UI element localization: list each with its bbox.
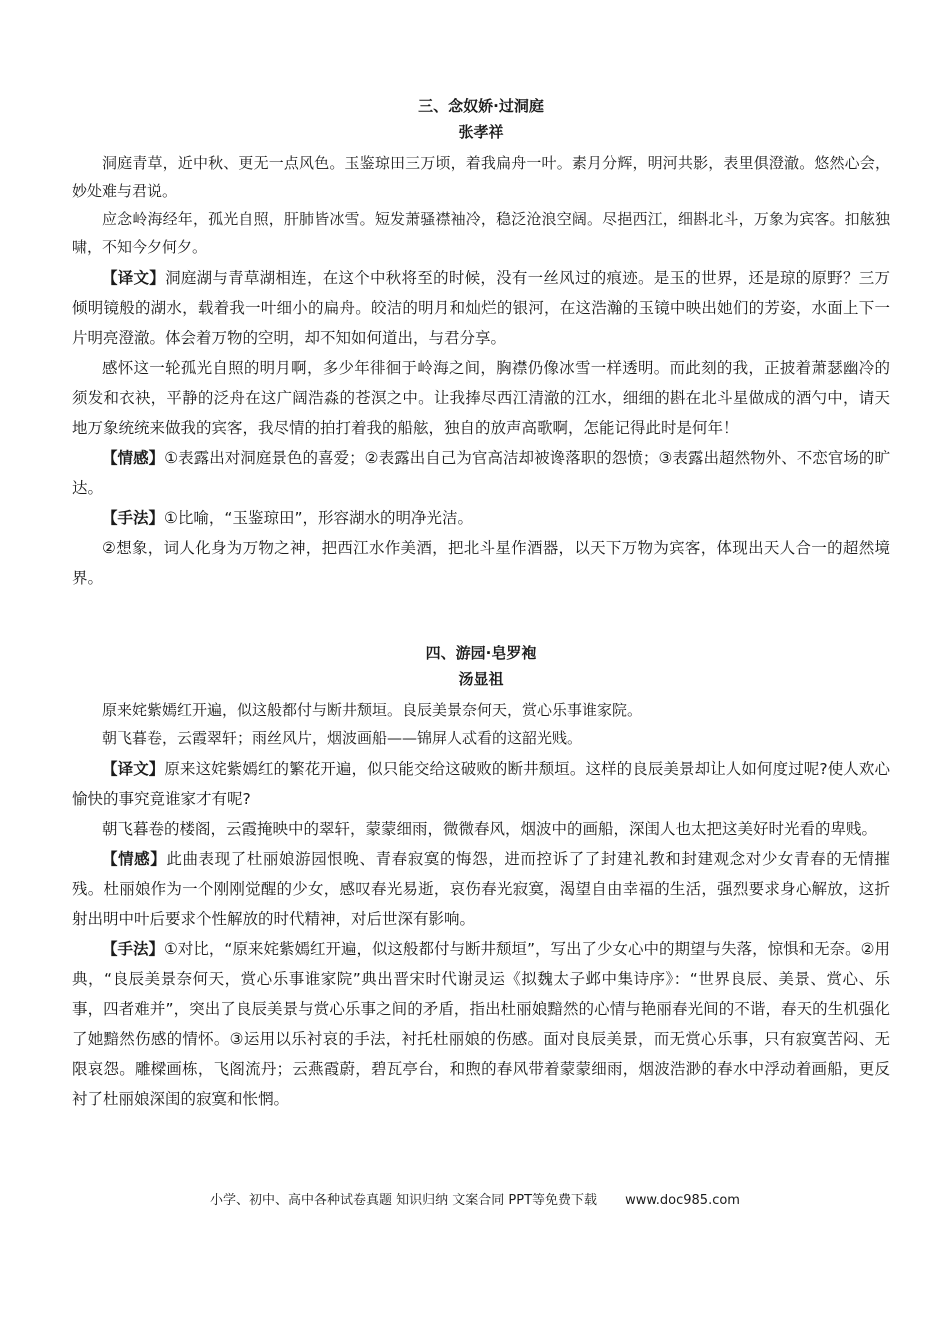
section-nianujiao [72,93,890,593]
section-title: 三、念奴娇·过洞庭 [418,97,544,115]
emotion-tag: 【情感】 [102,850,167,868]
technique-text: ①对比，“原来姹紫嫣红开遍，似这般都付与断井颓垣”，写出了少女心中的期望与失落，惊惧和无奈。②用典，“良辰美景奈何天，赏心乐事谁家院”典出晋宋时代谢灵运《拟魏太子邺中集诗序》：“世界良辰、美景、赏心、乐事，四者难并”，突出了良辰美景与赏心乐事之间的矛盾，指出杜丽娘黯然的心情与艳丽春光间的不谐，春天的生机强化了她黯然伤感的情怀。③运用以乐衬哀的手法，衬托杜丽娘的伤感。面对良辰美景，而无赏心乐事，只有寂寞苦闷、无限哀怨。雕樑画栋，飞阁流丹；云燕霞蔚，碧瓦亭台，和煦的春风带着蒙蒙细雨，烟波浩渺的春水中浮动着画船，更反衬了杜丽娘深闺的寂寞和怅惘。 [72,940,890,1108]
translation-text: 洞庭湖与青草湖相连，在这个中秋将至的时候，没有一丝风过的痕迹。是玉的世界，还是琼的原野？三万倾明镜般的湖水，载着我一叶细小的扁舟。皎洁的明月和灿烂的银河，在这浩瀚的玉镜中映出她们的芳姿，水面上下一片明亮澄澈。体会着万物的空明，却不知如何道出，与君分享。 [72,269,890,347]
footer-url[interactable]: www.doc985.com [625,1193,740,1208]
section-title: 四、游园·皂罗袍 [425,644,537,662]
poem-stanza-2: 朝飞暮卷，云霞翠轩；雨丝风片，烟波画船——锦屏人忒看的这韶光贱。 [102,729,583,747]
section-author: 张孝祥 [458,123,504,141]
poem-stanza-1: 原来姹紫嫣红开遍，似这般都付与断井颓垣。良辰美景奈何天，赏心乐事谁家院。 [102,701,643,719]
translation-tag: 【译文】 [102,760,165,778]
technique-paragraph [72,934,890,1114]
translation-tag: 【译文】 [102,269,166,287]
technique-text: ①比喻，“玉鉴琼田”，形容湖水的明净光洁。 [164,509,473,527]
emotion-text: ①表露出对洞庭景色的喜爱；②表露出自己为官高洁却被谗落职的怨愤；③表露出超然物外、不恋官场的旷达。 [72,449,890,497]
emotion-paragraph [72,844,890,934]
emotion-paragraph [72,443,890,503]
poem-stanza-2: 应念岭海经年，孤光自照，肝肺皆冰雪。短发萧骚襟袖冷，稳泛沧浪空阔。尽挹西江，细斟北斗，万象为宾客。扣舷独啸，不知今夕何夕。 [72,210,890,256]
emotion-tag: 【情感】 [102,449,165,467]
translation-paragraph-2: 感怀这一轮孤光自照的明月啊，多少年徘徊于岭海之间，胸襟仍像冰雪一样透明。而此刻的我，正披着萧瑟幽冷的须发和衣袂，平静的泛舟在这广阔浩淼的苍溟之中。让我捧尽西江清澈的江水，细细的斟在北斗星做成的酒勺中，请天地万象统统来做我的宾客，我尽情的拍打着我的船舷，独自的放声高歌啊，怎能记得此时是何年！ [72,359,890,437]
translation-paragraph [72,263,890,353]
translation-text: 原来这姹紫嫣红的繁花开遍，似只能交给这破败的断井颓垣。这样的良辰美景却让人如何度过呢?使人欢心愉快的事究竟谁家才有呢? [72,760,890,808]
technique-paragraph-2: ②想象，词人化身为万物之神，把西江水作美酒，把北斗星作酒器，以天下万物为宾客，体现出天人合一的超然境界。 [72,539,890,587]
translation-paragraph [72,754,890,814]
translation-paragraph-2: 朝飞暮卷的楼阁，云霞掩映中的翠轩，蒙蒙细雨，微微春风，烟波中的画船，深闺人也太把这美好时光看的卑贱。 [102,820,878,838]
poem-stanza-1: 洞庭青草，近中秋、更无一点风色。玉鉴琼田三万顷，着我扁舟一叶。素月分辉，明河共影，表里俱澄澈。悠然心会，妙处难与君说。 [72,154,890,200]
footer-text: 小学、初中、高中各种试卷真题 知识归纳 文案合同 PPT等免费下载 [210,1193,598,1208]
section-youyuan [72,640,890,1114]
section-author: 汤显祖 [458,670,504,688]
technique-tag: 【手法】 [102,509,165,527]
emotion-text: 此曲表现了杜丽娘游园恨晚、青春寂寞的悔怨，进而控诉了了封建礼教和封建观念对少女青春的无情摧残。杜丽娘作为一个刚刚觉醒的少女，感叹春光易逝，哀伤春光寂寞，渴望自由幸福的生活，强烈要求身心解放，这折射出明中叶后要求个性解放的时代精神，对后世深有影响。 [72,850,890,928]
technique-paragraph [72,503,890,533]
page-footer [0,1190,950,1212]
technique-tag: 【手法】 [102,940,165,958]
